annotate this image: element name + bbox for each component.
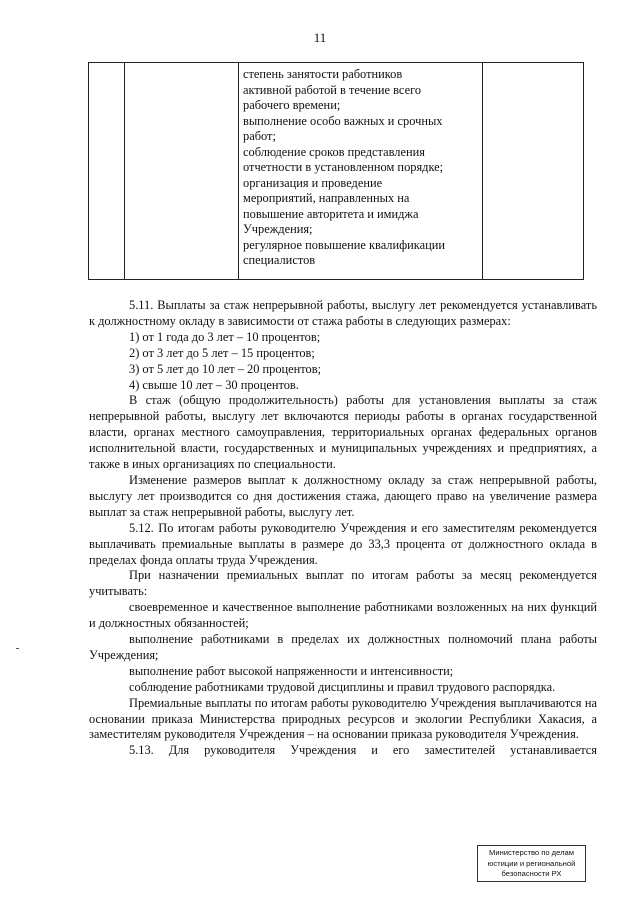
criteria-line: регулярное повышение квалификации bbox=[243, 237, 445, 252]
paragraph-change: Изменение размеров выплат к должностному окладу за стаж непрерывной работы, выслугу лет производится со дня достижения стажа, дающего право на увеличение размера выплат за стаж непрерывной работы, выслугу лет. bbox=[89, 472, 597, 519]
criteria-line: степень занятости работников bbox=[243, 67, 403, 81]
paragraph-criterion: выполнение работ высокой напряженности и интенсивности; bbox=[129, 663, 454, 678]
table-cell-number bbox=[89, 63, 125, 280]
paragraph-criterion: своевременное и качественное выполнение работниками возложенных на них функций и должностных обязанностей; bbox=[89, 600, 597, 631]
list-item: 1) от 1 года до 3 лет – 10 процентов; bbox=[129, 329, 321, 344]
page-number: 11 bbox=[313, 30, 327, 45]
criteria-line: рабочего времени; bbox=[243, 98, 341, 112]
criteria-line: мероприятий, направленных на bbox=[243, 191, 410, 205]
stamp-line: безопасности РХ bbox=[501, 869, 562, 878]
paragraph-bonus-basis: Премиальные выплаты по итогам работы руководителю Учреждения выплачиваются на основании приказа Министерства природных ресурсов и экологии Республики Хакасия, а заместителям руководителя Учреждения – на основании приказа руководителя Учреждения. bbox=[89, 695, 597, 742]
document-body bbox=[89, 298, 597, 759]
registration-stamp bbox=[477, 845, 586, 882]
paragraph-5-12: 5.12. По итогам работы руководителю Учреждения и его заместителям рекомендуется выплачивать премиальные выплаты в размере до 33,3 процента от должностного оклада в пределах фонда оплаты труда Учреждения. bbox=[89, 520, 597, 567]
table-row bbox=[89, 63, 584, 280]
paragraph-seniority: В стаж (общую продолжительность) работы для установления выплаты за стаж непрерывной работы, выслугу лет включаются периоды работы в органах государственной власти, органах местного самоуправления, территориальных органах федеральных органов исполнительной власти, государственных и муниципальных учреждениях и предприятиях, а также в иных организациях по специальности. bbox=[89, 393, 597, 472]
margin-mark bbox=[16, 648, 19, 649]
paragraph-criterion: соблюдение работниками трудовой дисциплины и правил трудового распорядка. bbox=[129, 679, 556, 694]
criteria-line: активной работой в течение всего bbox=[243, 82, 422, 97]
list-item: 3) от 5 лет до 10 лет – 20 процентов; bbox=[129, 361, 322, 376]
list-item: 4) свыше 10 лет – 30 процентов. bbox=[129, 377, 299, 392]
list-item: 2) от 3 лет до 5 лет – 15 процентов; bbox=[129, 345, 315, 360]
criteria-line: соблюдение сроков представления bbox=[243, 144, 425, 159]
criteria-line: выполнение особо важных и срочных bbox=[243, 113, 443, 128]
paragraph-5-11: 5.11. Выплаты за стаж непрерывной работы, выслугу лет рекомендуется устанавливать к должностному окладу в зависимости от стажа работы в следующих размерах: bbox=[89, 298, 597, 328]
paragraph-bonus-criteria: При назначении премиальных выплат по итогам работы за месяц рекомендуется учитывать: bbox=[89, 568, 597, 599]
criteria-line: повышение авторитета и имиджа bbox=[243, 206, 419, 221]
paragraph-5-13: 5.13. Для руководителя Учреждения и его заместителей устанавливается bbox=[129, 743, 597, 758]
criteria-line: Учреждения; bbox=[243, 222, 313, 236]
table-cell-position bbox=[125, 63, 239, 280]
criteria-line: работ; bbox=[243, 129, 276, 143]
criteria-line: организация и проведение bbox=[243, 175, 383, 190]
criteria-line: специалистов bbox=[243, 253, 316, 267]
criteria-table bbox=[88, 62, 584, 280]
paragraph-criterion: выполнение работниками в пределах их должностных полномочий плана работы Учреждения; bbox=[89, 632, 597, 662]
criteria-line: отчетности в установленном порядке; bbox=[243, 160, 444, 174]
table-cell-criteria bbox=[239, 63, 483, 280]
table-cell-amount bbox=[483, 63, 584, 280]
stamp-line: юстиции и региональной bbox=[487, 858, 576, 868]
stamp-line: Министерство по делам bbox=[489, 848, 574, 857]
